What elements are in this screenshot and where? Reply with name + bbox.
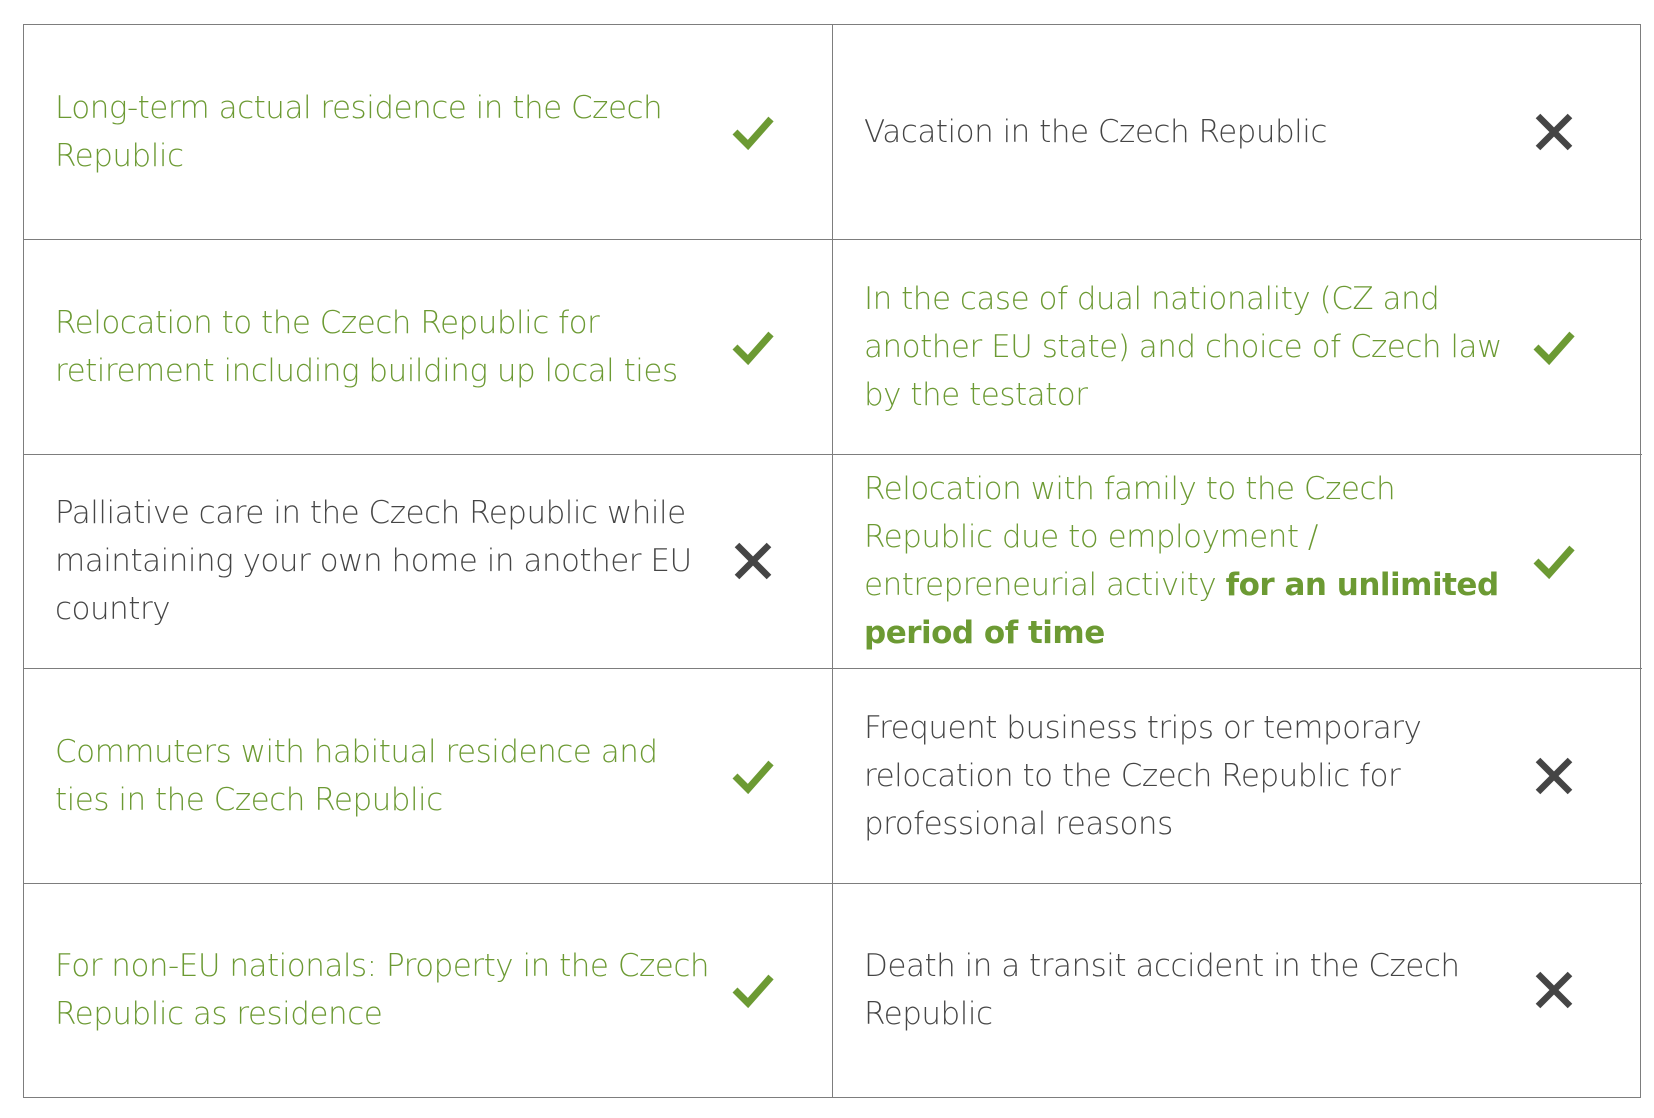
cell-text: Commuters with habitual residence and ties in the Czech Republic	[55, 733, 658, 818]
cell-text: Death in a transit accident in the Czech Republic	[864, 948, 1460, 1033]
table-cell	[832, 454, 1642, 668]
cell-text: Relocation to the Czech Republic for retirement including building up local ties	[55, 305, 678, 390]
table-cell	[24, 668, 832, 882]
cell-text: Vacation in the Czech Republic	[864, 114, 1327, 151]
check-icon	[731, 968, 775, 1012]
cross-icon	[1532, 968, 1576, 1012]
check-icon	[731, 754, 775, 798]
cell-text: For non-EU nationals: Property in the Czech Republic as residence	[55, 948, 710, 1033]
check-icon	[731, 110, 775, 154]
cross-icon	[1532, 754, 1576, 798]
table-cell	[832, 668, 1642, 882]
cell-text: Frequent business trips or temporary relocation to the Czech Republic for professional reasons	[864, 709, 1422, 842]
cross-icon	[1532, 110, 1576, 154]
check-icon	[1532, 325, 1576, 369]
check-icon	[731, 325, 775, 369]
table-cell	[832, 25, 1642, 239]
table-cell	[24, 883, 832, 1097]
cross-icon	[731, 539, 775, 583]
table-cell	[832, 883, 1642, 1097]
cell-text-regular: Relocation with family to the Czech Republic due to employment / entrepreneurial activity	[864, 471, 1396, 604]
residence-criteria-table	[23, 24, 1641, 1098]
table-cell	[832, 239, 1642, 453]
cell-text: In the case of dual nationality (CZ and another EU state) and choice of Czech law by the testator	[864, 281, 1502, 414]
table-cell	[24, 454, 832, 668]
cell-text-emphasis: for an unlimited period of time	[864, 567, 1499, 652]
cell-text: Palliative care in the Czech Republic while maintaining your own home in another EU country	[55, 495, 692, 628]
cell-text: Long-term actual residence in the Czech Republic	[55, 90, 663, 175]
table-cell	[24, 25, 832, 239]
cell-text	[864, 465, 1504, 657]
table-cell	[24, 239, 832, 453]
check-icon	[1532, 539, 1576, 583]
